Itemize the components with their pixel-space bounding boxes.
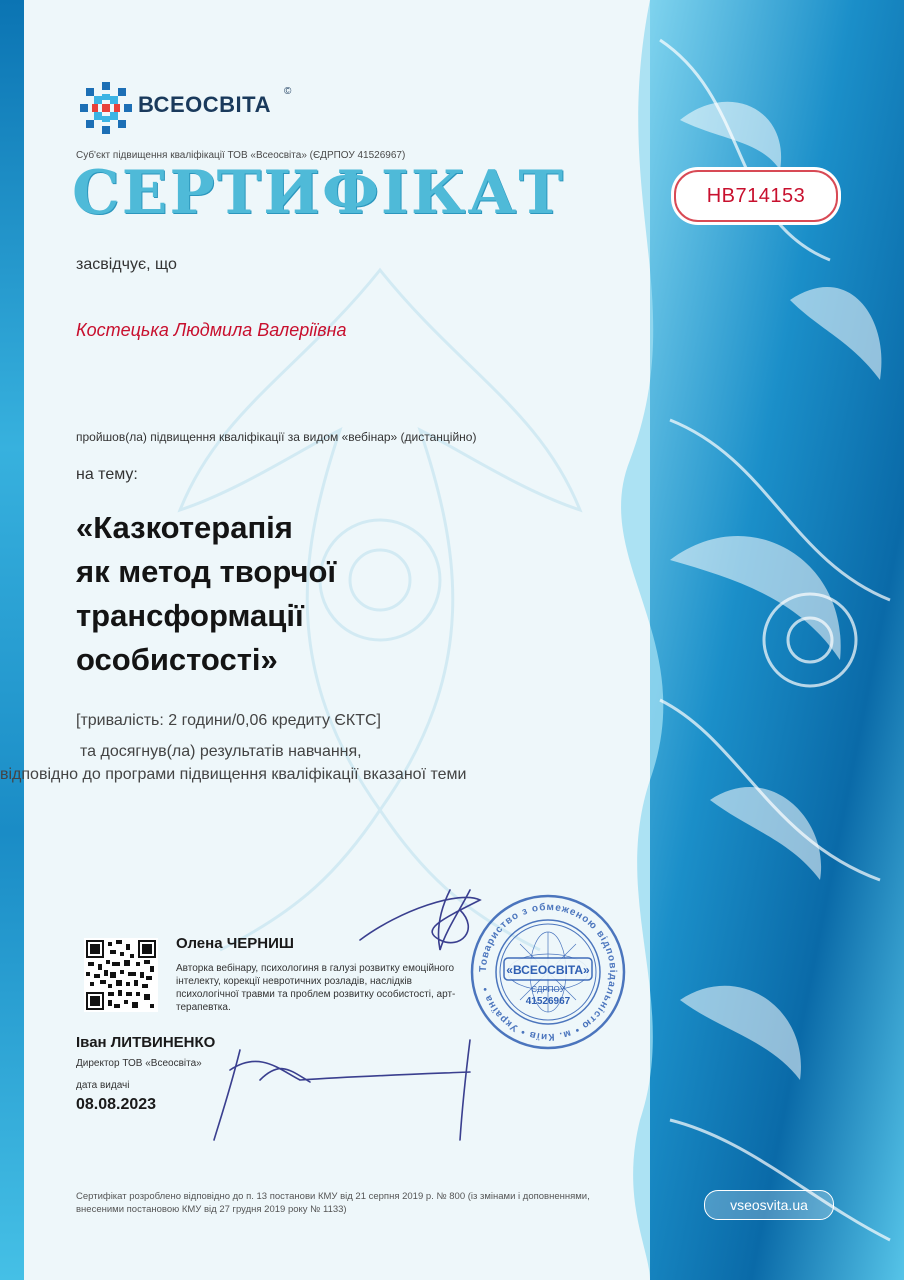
left-ornament-border [0, 0, 24, 1280]
certificate-number: НВ714153 [674, 170, 838, 222]
author-description: Авторка вебінару, психологиня в галузі розвитку емоційного інтелекту, корекції невротичних розладів, наслідків психологічної травми та проблем розвитку особистості, арт-терапевтка. [176, 963, 456, 1013]
recipient-name: Костецька Людмила Валеріївна [76, 320, 347, 340]
brand-name: ВСЕОСВІТА [138, 92, 272, 117]
stamp-center-text: «ВСЕОСВІТА» [506, 963, 590, 977]
author-name: Олена ЧЕРНИШ [176, 935, 294, 952]
issue-date: 08.08.2023 [76, 1096, 157, 1113]
completed-text: пройшов(ла) підвищення кваліфікації за видом «вебінар» (дистанційно) [76, 430, 477, 444]
topic-title: «Казкотерапія як метод творчої трансформації особистості» [76, 510, 337, 677]
stamp-edrpou: 41526967 [525, 996, 571, 1007]
certifies-text: засвідчує, що [76, 256, 177, 273]
certificate-title: СЕРТИФІКАТ [72, 158, 566, 228]
duration-text: [тривалість: 2 години/0,06 кредиту ЄКТС] [76, 712, 381, 729]
registered-mark: © [284, 86, 292, 97]
stamp-edrpou-label: ЄДРПОУ [531, 985, 565, 994]
signature-icon [200, 870, 500, 1150]
qr-code-icon[interactable] [84, 938, 158, 1012]
topic-label: на тему: [76, 466, 138, 483]
snowflake-logo-icon [78, 80, 134, 136]
issue-date-label: дата видачі [76, 1080, 130, 1091]
stamp-outer-text: Товариство з обмеженою відповідальністю • м. Київ • Україна • [477, 901, 619, 1043]
achieved-text: та досягнув(ла) результатів навчання, [80, 743, 362, 760]
director-role: Директор ТОВ «Всеосвіта» [76, 1058, 202, 1069]
according-text: відповідно до програми підвищення кваліфікації вказаної теми [0, 766, 467, 783]
director-name: Іван ЛИТВИНЕНКО [76, 1034, 216, 1051]
subject-line: Суб'єкт підвищення кваліфікації ТОВ «Всеосвіта» (ЄДРПОУ 41526967) [76, 150, 406, 161]
footer-legal-text: Сертифікат розроблено відповідно до п. 13 постанови КМУ від 21 серпня 2019 р. № 800 (із змінами і доповненнями, внесеними постановою КМУ від 27 грудня 2019 року № 1133) [76, 1191, 590, 1215]
website-link[interactable]: vseosvita.ua [704, 1190, 834, 1220]
